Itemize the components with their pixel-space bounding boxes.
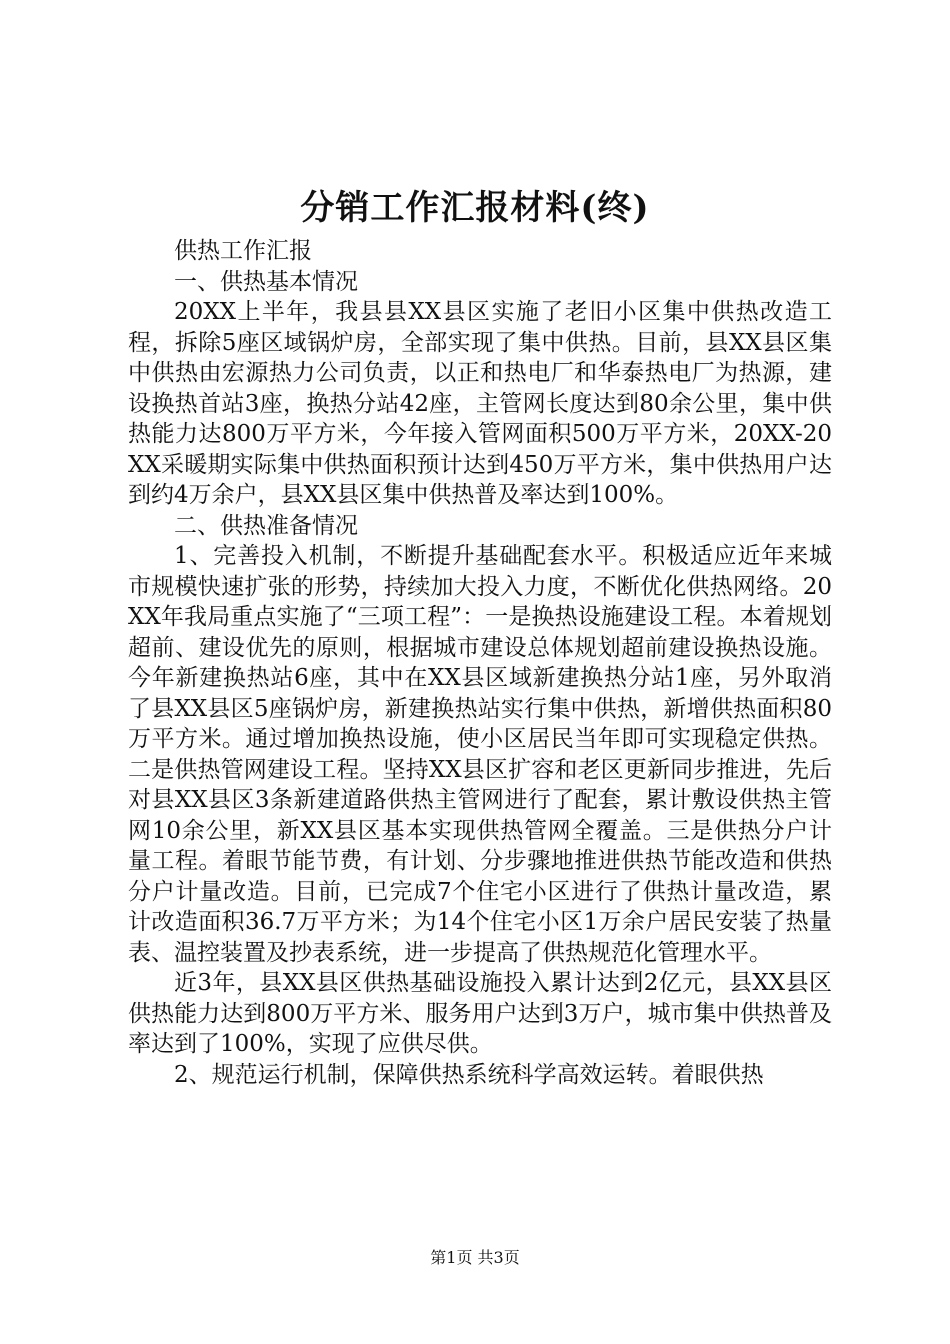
page-footer: 第1页 共3页	[430, 1248, 520, 1267]
document-title: 分销工作汇报材料(终)	[300, 188, 650, 228]
paragraph-three-year-summary: 近3年，县XX县区供热基础设施投入累计达到2亿元，县XX县区供热能力达到800万平方米、服务用户达到3万户，城市集中供热普及率达到了100%，实现了应供尽供。	[128, 970, 832, 1057]
document-body	[128, 236, 832, 1090]
paragraph-basic-situation: 20XX上半年，我县县XX县区实施了老旧小区集中供热改造工程，拆除5座区域锅炉房，全部实现了集中供热。目前，县XX县区集中供热由宏源热力公司负责，以正和热电厂和华泰热电厂为热源，建设换热首站3座，换热分站42座，主管网长度达到80余公里，集中供热能力达800万平方米，今年接入管网面积500万平方米，20XX-20XX采暖期实际集中供热面积预计达到450万平方米，集中供热用户达到约4万余户，县XX县区集中供热普及率达到100%。	[128, 299, 832, 508]
paragraph-operation-mechanism: 2、规范运行机制，保障供热系统科学高效运转。着眼供热	[174, 1061, 764, 1088]
paragraph-section-2-heading: 二、供热准备情况	[174, 512, 358, 539]
paragraph-heading-report: 供热工作汇报	[174, 238, 312, 264]
paragraph-investment-mechanism: 1、完善投入机制，不断提升基础配套水平。积极适应近年来城市规模快速扩张的形势，持续加大投入力度，不断优化供热网络。20XX年我局重点实施了“三项工程”：一是换热设施建设工程。本着规划超前、建设优先的原则，根据城市建设总体规划超前建设换热设施。今年新建换热站6座，其中在XX县区域新建换热分站1座，另外取消了县XX县区5座锅炉房，新建换热站实行集中供热，新增供热面积80万平方米。通过增加换热设施，使小区居民当年即可实现稳定供热。二是供热管网建设工程。坚持XX县区扩容和老区更新同步推进，先后对县XX县区3条新建道路供热主管网进行了配套，累计敷设供热主管网10余公里，新XX县区基本实现供热管网全覆盖。三是供热分户计量工程。着眼节能节费，有计划、分步骤地推进供热节能改造和供热分户计量改造。目前，已完成7个住宅小区进行了供热计量改造，累计改造面积36.7万平方米；为14个住宅小区1万余户居民安装了热量表、温控装置及抄表系统，进一步提高了供热规范化管理水平。	[128, 543, 832, 966]
paragraph-section-1-heading: 一、供热基本情况	[174, 268, 358, 295]
